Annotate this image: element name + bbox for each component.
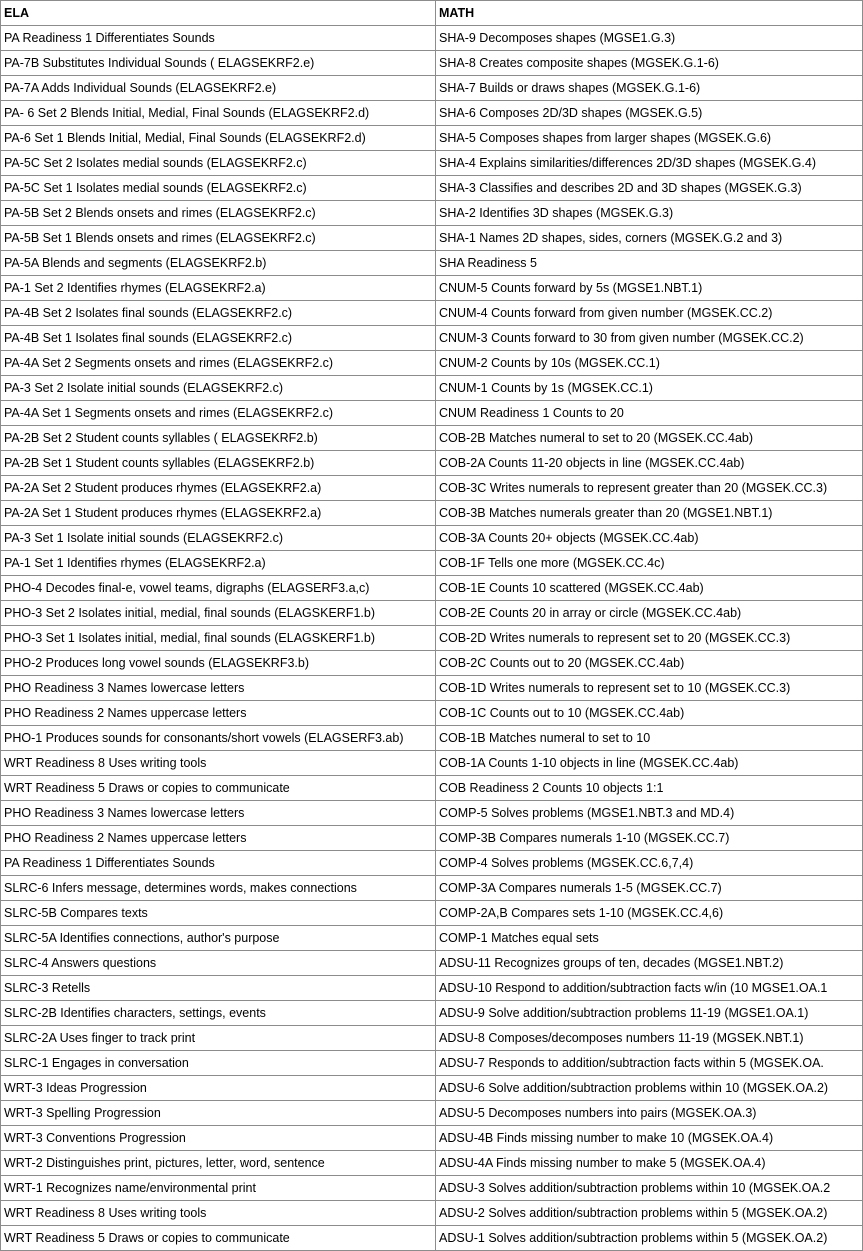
ela-cell: WRT-3 Spelling Progression (1, 1101, 436, 1126)
math-cell: COMP-1 Matches equal sets (436, 926, 863, 951)
ela-cell: PHO Readiness 2 Names uppercase letters (1, 826, 436, 851)
table-row (1, 501, 863, 526)
ela-cell: PA-1 Set 1 Identifies rhymes (ELAGSEKRF2.a) (1, 551, 436, 576)
math-cell: COB-1D Writes numerals to represent set to 10 (MGSEK.CC.3) (436, 676, 863, 701)
ela-cell: SLRC-2B Identifies characters, settings, events (1, 1001, 436, 1026)
ela-cell: PA-7B Substitutes Individual Sounds ( ELAGSEKRF2.e) (1, 51, 436, 76)
math-cell: SHA-2 Identifies 3D shapes (MGSEK.G.3) (436, 201, 863, 226)
ela-column-header: ELA (1, 1, 436, 26)
table-row (1, 401, 863, 426)
ela-cell: PHO-4 Decodes final-e, vowel teams, digraphs (ELAGSERF3.a,c) (1, 576, 436, 601)
table-row (1, 426, 863, 451)
math-cell: ADSU-7 Responds to addition/subtraction facts within 5 (MGSEK.OA. (436, 1051, 863, 1076)
ela-cell: WRT-3 Ideas Progression (1, 1076, 436, 1101)
table-row (1, 226, 863, 251)
math-cell: COB-1E Counts 10 scattered (MGSEK.CC.4ab) (436, 576, 863, 601)
ela-cell: WRT Readiness 5 Draws or copies to communicate (1, 1226, 436, 1251)
ela-cell: PA-5B Set 2 Blends onsets and rimes (ELAGSEKRF2.c) (1, 201, 436, 226)
ela-cell: PHO-1 Produces sounds for consonants/short vowels (ELAGSERF3.ab) (1, 726, 436, 751)
math-cell: ADSU-8 Composes/decomposes numbers 11-19 (MGSEK.NBT.1) (436, 1026, 863, 1051)
math-cell: COMP-3A Compares numerals 1-5 (MGSEK.CC.7) (436, 876, 863, 901)
ela-cell: PA-2B Set 1 Student counts syllables (ELAGSEKRF2.b) (1, 451, 436, 476)
math-cell: COB-2B Matches numeral to set to 20 (MGSEK.CC.4ab) (436, 426, 863, 451)
math-cell: ADSU-6 Solve addition/subtraction problems within 10 (MGSEK.OA.2) (436, 1076, 863, 1101)
table-row (1, 351, 863, 376)
ela-cell: PA- 6 Set 2 Blends Initial, Medial, Final Sounds (ELAGSEKRF2.d) (1, 101, 436, 126)
math-cell: COMP-5 Solves problems (MGSE1.NBT.3 and MD.4) (436, 801, 863, 826)
table-row (1, 1026, 863, 1051)
table-row (1, 851, 863, 876)
table-row (1, 976, 863, 1001)
ela-cell: SLRC-4 Answers questions (1, 951, 436, 976)
math-cell: COB-3C Writes numerals to represent greater than 20 (MGSEK.CC.3) (436, 476, 863, 501)
math-cell: ADSU-10 Respond to addition/subtraction facts w/in (10 MGSE1.OA.1 (436, 976, 863, 1001)
ela-cell: SLRC-5A Identifies connections, author's purpose (1, 926, 436, 951)
table-row (1, 376, 863, 401)
math-cell: COB-2C Counts out to 20 (MGSEK.CC.4ab) (436, 651, 863, 676)
table-row (1, 476, 863, 501)
table-row (1, 1051, 863, 1076)
math-cell: SHA-1 Names 2D shapes, sides, corners (MGSEK.G.2 and 3) (436, 226, 863, 251)
ela-cell: SLRC-3 Retells (1, 976, 436, 1001)
table-row (1, 901, 863, 926)
math-cell: COB-1B Matches numeral to set to 10 (436, 726, 863, 751)
table-row (1, 926, 863, 951)
math-cell: SHA-8 Creates composite shapes (MGSEK.G.1-6) (436, 51, 863, 76)
table-row (1, 551, 863, 576)
table-row (1, 726, 863, 751)
table-row (1, 801, 863, 826)
math-cell: COB-1A Counts 1-10 objects in line (MGSEK.CC.4ab) (436, 751, 863, 776)
math-cell: ADSU-2 Solves addition/subtraction problems within 5 (MGSEK.OA.2) (436, 1201, 863, 1226)
ela-cell: PA-5C Set 2 Isolates medial sounds (ELAGSEKRF2.c) (1, 151, 436, 176)
ela-cell: WRT-1 Recognizes name/environmental print (1, 1176, 436, 1201)
ela-cell: PA-3 Set 2 Isolate initial sounds (ELAGSEKRF2.c) (1, 376, 436, 401)
table-row (1, 101, 863, 126)
ela-cell: WRT Readiness 5 Draws or copies to communicate (1, 776, 436, 801)
math-cell: COB-2E Counts 20 in array or circle (MGSEK.CC.4ab) (436, 601, 863, 626)
math-cell: CNUM Readiness 1 Counts to 20 (436, 401, 863, 426)
ela-cell: SLRC-2A Uses finger to track print (1, 1026, 436, 1051)
ela-cell: SLRC-6 Infers message, determines words, makes connections (1, 876, 436, 901)
math-cell: COB-1F Tells one more (MGSEK.CC.4c) (436, 551, 863, 576)
table-row (1, 1226, 863, 1251)
table-row (1, 1201, 863, 1226)
table-row (1, 526, 863, 551)
table-row (1, 51, 863, 76)
math-cell: COB-2A Counts 11-20 objects in line (MGSEK.CC.4ab) (436, 451, 863, 476)
ela-cell: PHO Readiness 3 Names lowercase letters (1, 801, 436, 826)
ela-cell: PA-4B Set 2 Isolates final sounds (ELAGSEKRF2.c) (1, 301, 436, 326)
table-row (1, 76, 863, 101)
math-cell: COB-1C Counts out to 10 (MGSEK.CC.4ab) (436, 701, 863, 726)
table-row (1, 876, 863, 901)
table-row (1, 751, 863, 776)
math-cell: COMP-3B Compares numerals 1-10 (MGSEK.CC.7) (436, 826, 863, 851)
table-row (1, 126, 863, 151)
table-row (1, 651, 863, 676)
table-row (1, 26, 863, 51)
table-row (1, 626, 863, 651)
math-cell: CNUM-3 Counts forward to 30 from given number (MGSEK.CC.2) (436, 326, 863, 351)
math-cell: COMP-2A,B Compares sets 1-10 (MGSEK.CC.4,6) (436, 901, 863, 926)
table-row (1, 826, 863, 851)
math-cell: SHA-9 Decomposes shapes (MGSE1.G.3) (436, 26, 863, 51)
table-row (1, 451, 863, 476)
ela-cell: PA-2A Set 1 Student produces rhymes (ELAGSEKRF2.a) (1, 501, 436, 526)
table-row (1, 251, 863, 276)
math-cell: CNUM-5 Counts forward by 5s (MGSE1.NBT.1) (436, 276, 863, 301)
ela-cell: PA-5C Set 1 Isolates medial sounds (ELAGSEKRF2.c) (1, 176, 436, 201)
ela-cell: PA Readiness 1 Differentiates Sounds (1, 851, 436, 876)
math-cell: ADSU-5 Decomposes numbers into pairs (MGSEK.OA.3) (436, 1101, 863, 1126)
ela-cell: PA-3 Set 1 Isolate initial sounds (ELAGSEKRF2.c) (1, 526, 436, 551)
table-row (1, 301, 863, 326)
ela-cell: PHO-2 Produces long vowel sounds (ELAGSEKRF3.b) (1, 651, 436, 676)
table-row (1, 701, 863, 726)
math-cell: COB Readiness 2 Counts 10 objects 1:1 (436, 776, 863, 801)
ela-cell: PA-4A Set 2 Segments onsets and rimes (ELAGSEKRF2.c) (1, 351, 436, 376)
table-row (1, 1151, 863, 1176)
math-cell: ADSU-11 Recognizes groups of ten, decades (MGSE1.NBT.2) (436, 951, 863, 976)
table-row (1, 201, 863, 226)
math-cell: COMP-4 Solves problems (MGSEK.CC.6,7,4) (436, 851, 863, 876)
table-row (1, 1101, 863, 1126)
table-row (1, 151, 863, 176)
math-cell: CNUM-4 Counts forward from given number (MGSEK.CC.2) (436, 301, 863, 326)
math-cell: SHA-4 Explains similarities/differences 2D/3D shapes (MGSEK.G.4) (436, 151, 863, 176)
math-column-header: MATH (436, 1, 863, 26)
table-row (1, 601, 863, 626)
ela-cell: PA Readiness 1 Differentiates Sounds (1, 26, 436, 51)
table-row (1, 1076, 863, 1101)
math-cell: SHA-3 Classifies and describes 2D and 3D shapes (MGSEK.G.3) (436, 176, 863, 201)
ela-cell: WRT-3 Conventions Progression (1, 1126, 436, 1151)
table-row (1, 576, 863, 601)
ela-cell: PA-4A Set 1 Segments onsets and rimes (ELAGSEKRF2.c) (1, 401, 436, 426)
math-cell: ADSU-4A Finds missing number to make 5 (MGSEK.OA.4) (436, 1151, 863, 1176)
header-row (1, 1, 863, 26)
table-row (1, 676, 863, 701)
ela-cell: PHO-3 Set 2 Isolates initial, medial, final sounds (ELAGSKERF1.b) (1, 601, 436, 626)
ela-cell: PA-7A Adds Individual Sounds (ELAGSEKRF2.e) (1, 76, 436, 101)
math-cell: COB-2D Writes numerals to represent set to 20 (MGSEK.CC.3) (436, 626, 863, 651)
ela-cell: WRT Readiness 8 Uses writing tools (1, 751, 436, 776)
math-cell: CNUM-1 Counts by 1s (MGSEK.CC.1) (436, 376, 863, 401)
ela-cell: PA-2A Set 2 Student produces rhymes (ELAGSEKRF2.a) (1, 476, 436, 501)
ela-cell: PA-5A Blends and segments (ELAGSEKRF2.b) (1, 251, 436, 276)
math-cell: ADSU-3 Solves addition/subtraction problems within 10 (MGSEK.OA.2 (436, 1176, 863, 1201)
ela-cell: SLRC-5B Compares texts (1, 901, 436, 926)
table-row (1, 1126, 863, 1151)
ela-cell: PA-6 Set 1 Blends Initial, Medial, Final Sounds (ELAGSEKRF2.d) (1, 126, 436, 151)
math-cell: SHA-5 Composes shapes from larger shapes (MGSEK.G.6) (436, 126, 863, 151)
math-cell: ADSU-4B Finds missing number to make 10 (MGSEK.OA.4) (436, 1126, 863, 1151)
table-row (1, 276, 863, 301)
math-cell: COB-3B Matches numerals greater than 20 (MGSE1.NBT.1) (436, 501, 863, 526)
table-row (1, 1001, 863, 1026)
math-cell: SHA Readiness 5 (436, 251, 863, 276)
ela-cell: PA-5B Set 1 Blends onsets and rimes (ELAGSEKRF2.c) (1, 226, 436, 251)
ela-cell: PHO Readiness 3 Names lowercase letters (1, 676, 436, 701)
math-cell: ADSU-9 Solve addition/subtraction problems 11-19 (MGSE1.OA.1) (436, 1001, 863, 1026)
table-row (1, 326, 863, 351)
ela-cell: PA-1 Set 2 Identifies rhymes (ELAGSEKRF2.a) (1, 276, 436, 301)
math-cell: ADSU-1 Solves addition/subtraction problems within 5 (MGSEK.OA.2) (436, 1226, 863, 1251)
ela-cell: WRT-2 Distinguishes print, pictures, letter, word, sentence (1, 1151, 436, 1176)
table-row (1, 176, 863, 201)
ela-cell: SLRC-1 Engages in conversation (1, 1051, 436, 1076)
ela-cell: PHO Readiness 2 Names uppercase letters (1, 701, 436, 726)
math-cell: SHA-7 Builds or draws shapes (MGSEK.G.1-6) (436, 76, 863, 101)
math-cell: COB-3A Counts 20+ objects (MGSEK.CC.4ab) (436, 526, 863, 551)
ela-cell: PA-2B Set 2 Student counts syllables ( ELAGSEKRF2.b) (1, 426, 436, 451)
ela-cell: PA-4B Set 1 Isolates final sounds (ELAGSEKRF2.c) (1, 326, 436, 351)
table-row (1, 1176, 863, 1201)
math-cell: CNUM-2 Counts by 10s (MGSEK.CC.1) (436, 351, 863, 376)
math-cell: SHA-6 Composes 2D/3D shapes (MGSEK.G.5) (436, 101, 863, 126)
ela-cell: PHO-3 Set 1 Isolates initial, medial, final sounds (ELAGSKERF1.b) (1, 626, 436, 651)
ela-cell: WRT Readiness 8 Uses writing tools (1, 1201, 436, 1226)
table-row (1, 776, 863, 801)
table-row (1, 951, 863, 976)
table-body (1, 26, 863, 1251)
